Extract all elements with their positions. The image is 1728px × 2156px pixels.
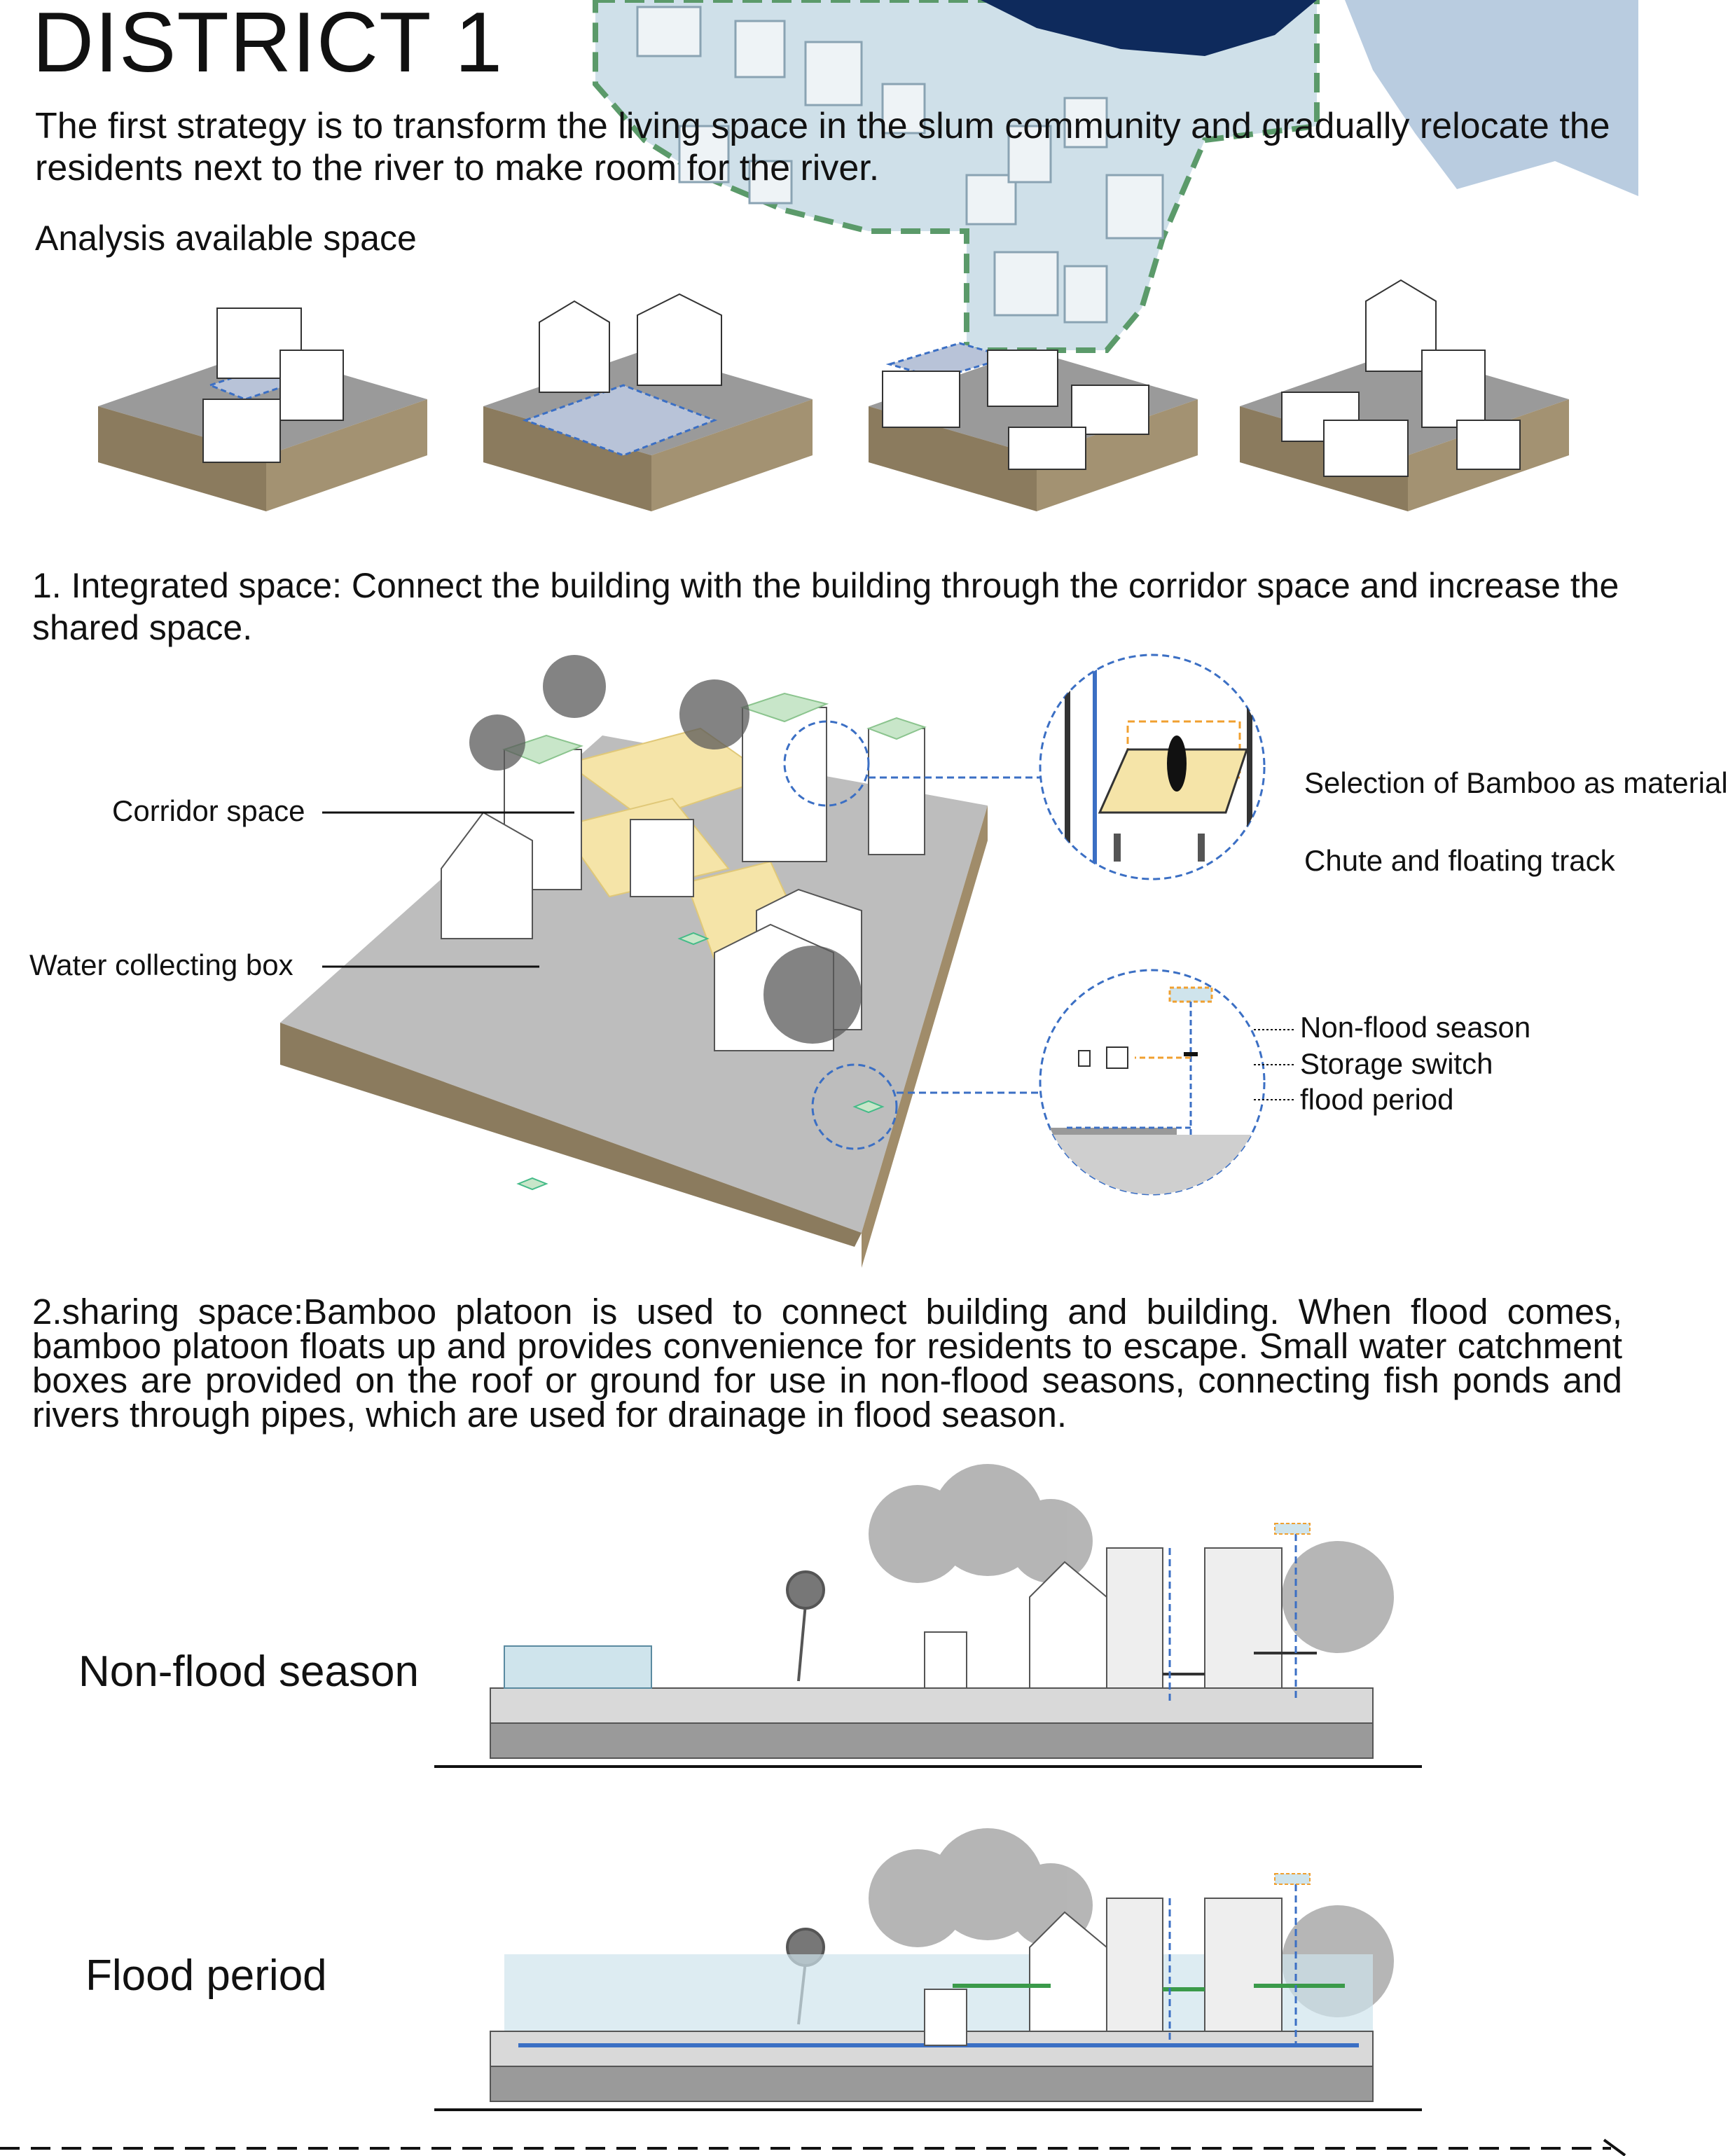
integrated-diagram: [280, 658, 995, 1254]
intro-text: The first strategy is to transform the living space in the slum community and gradually relocate the residents next to the river to make room for the river.: [35, 106, 1610, 188]
water-collecting-box-label: Water collecting box: [29, 948, 293, 981]
flood-period-label: flood period: [1300, 1083, 1454, 1116]
flood-section: [434, 1821, 1429, 2115]
bamboo-label: Selection of Bamboo as material: [1304, 766, 1728, 799]
integrated-heading: 1. Integrated space: Connect the building with the building through the corridor space and increase the shared space.: [32, 566, 1619, 647]
storage-switch-label: Storage switch: [1300, 1047, 1493, 1080]
analysis-diagram-2: [483, 294, 813, 511]
corridor-space-label: Corridor space: [112, 794, 305, 827]
legend-dots: [1254, 967, 1296, 1107]
non-flood-section-label: Non-flood season: [78, 1647, 419, 1696]
detail-circle-water: [1037, 967, 1268, 1198]
chute-label: Chute and floating track: [1304, 844, 1615, 877]
analysis-diagram-1: [98, 308, 427, 511]
page-title: DISTRICT 1: [32, 0, 504, 90]
sharing-paragraph: 2.sharing space:Bamboo platoon is used to connect building and building. When flood comes, bamboo platoon floats up and provides convenience for residents to escape. Small water catchment boxes are provided on the roof or ground for use in non-flood seasons, connecting fish ponds and rivers through pipes, which are used for drainage in flood season.: [32, 1292, 1622, 1435]
analysis-diagrams: [84, 273, 1590, 539]
analysis-diagram-3: [869, 343, 1198, 511]
flood-section-label: Flood period: [85, 1951, 327, 2000]
analysis-heading: Analysis available space: [35, 219, 417, 258]
non-flood-section: [434, 1478, 1429, 1772]
analysis-diagram-4: [1240, 280, 1569, 511]
bottom-dashed-divider: [0, 2140, 1638, 2156]
non-flood-season-label: Non-flood season: [1300, 1011, 1531, 1044]
detail-circle-bamboo: [1037, 651, 1268, 883]
